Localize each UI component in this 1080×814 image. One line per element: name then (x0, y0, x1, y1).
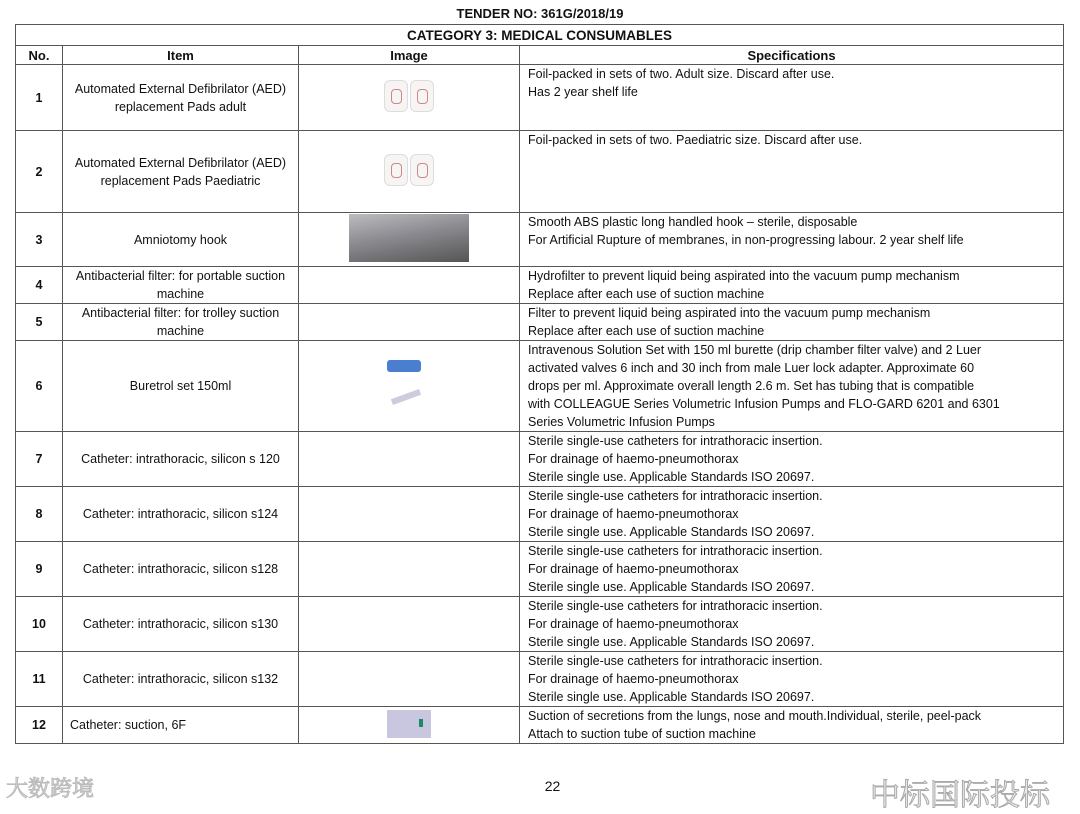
spec-line: Has 2 year shelf life (528, 85, 638, 99)
spec-line: Replace after each use of suction machine (528, 287, 765, 301)
spec-line: Smooth ABS plastic long handled hook – sterile, disposable (528, 215, 858, 229)
table-row (16, 341, 1064, 432)
category-title: CATEGORY 3: MEDICAL CONSUMABLES (16, 25, 1064, 46)
row-number: 5 (16, 304, 63, 341)
specifications (520, 304, 1064, 341)
item-name: Catheter: suction, 6F (63, 707, 299, 744)
item-image-cell (299, 432, 520, 487)
page-number: 22 (544, 778, 561, 794)
table-row (16, 597, 1064, 652)
specifications (520, 597, 1064, 652)
spec-line: Attach to suction tube of suction machine (528, 727, 756, 741)
spec-line: Sterile single-use catheters for intrathoracic insertion. (528, 489, 823, 503)
aed-pads-image (384, 154, 434, 186)
spec-line: For drainage of haemo-pneumothorax (528, 617, 739, 631)
spec-line: Replace after each use of suction machine (528, 324, 765, 338)
row-number: 10 (16, 597, 63, 652)
specifications (520, 432, 1064, 487)
item-image-cell (299, 341, 520, 432)
specifications (520, 65, 1064, 131)
item-image-cell (299, 597, 520, 652)
table-row (16, 131, 1064, 213)
item-image-cell (299, 487, 520, 542)
item-image-cell (299, 652, 520, 707)
item-name: Antibacterial filter: for portable suction machine (63, 267, 299, 304)
header-spec: Specifications (520, 46, 1064, 65)
row-number: 1 (16, 65, 63, 131)
spec-line: Sterile single-use catheters for intrathoracic insertion. (528, 544, 823, 558)
spec-line: Sterile single-use catheters for intrathoracic insertion. (528, 599, 823, 613)
spec-line: For Artificial Rupture of membranes, in non-progressing labour. 2 year shelf life (528, 233, 964, 247)
row-number: 7 (16, 432, 63, 487)
tender-number: TENDER NO: 361G/2018/19 (456, 6, 624, 21)
consumables-table (15, 24, 1064, 744)
amniotomy-hook-image (349, 214, 469, 262)
item-image-cell (299, 213, 520, 267)
spec-line: Sterile single-use catheters for intrathoracic insertion. (528, 654, 823, 668)
spec-line: Sterile single use. Applicable Standards ISO 20697. (528, 470, 815, 484)
spec-line: Hydrofilter to prevent liquid being aspirated into the vacuum pump mechanism (528, 269, 960, 283)
item-image-cell (299, 304, 520, 341)
item-name: Catheter: intrathoracic, silicon s132 (63, 652, 299, 707)
table-row (16, 707, 1064, 744)
spec-line: Sterile single use. Applicable Standards ISO 20697. (528, 580, 815, 594)
table-row (16, 432, 1064, 487)
table-row (16, 267, 1064, 304)
row-number: 3 (16, 213, 63, 267)
spec-line: Sterile single-use catheters for intrathoracic insertion. (528, 434, 823, 448)
row-number: 9 (16, 542, 63, 597)
specifications (520, 487, 1064, 542)
spec-line: Foil-packed in sets of two. Adult size. Discard after use. (528, 67, 835, 81)
item-image-cell (299, 707, 520, 744)
spec-line: Series Volumetric Infusion Pumps (528, 415, 715, 429)
table-row (16, 65, 1064, 131)
header-image: Image (299, 46, 520, 65)
specifications (520, 267, 1064, 304)
item-image-cell (299, 65, 520, 131)
spec-line: with COLLEAGUE Series Volumetric Infusion Pumps and FLO-GARD 6201 and 6301 (528, 397, 1000, 411)
row-number: 4 (16, 267, 63, 304)
spec-line: Suction of secretions from the lungs, nose and mouth.Individual, sterile, peel-pack (528, 709, 982, 723)
watermark-left: 大数跨境 (6, 776, 95, 801)
item-name: Amniotomy hook (63, 213, 299, 267)
spec-line: Sterile single use. Applicable Standards ISO 20697. (528, 690, 815, 704)
table-row (16, 487, 1064, 542)
spec-line: drops per ml. Approximate overall length 2.6 m. Set has tubing that is compatible (528, 379, 975, 393)
spec-line: For drainage of haemo-pneumothorax (528, 452, 739, 466)
item-image-cell (299, 267, 520, 304)
item-name: Catheter: intrathoracic, silicon s124 (63, 487, 299, 542)
item-image-cell (299, 131, 520, 213)
item-name: Antibacterial filter: for trolley suction machine (63, 304, 299, 341)
row-number: 2 (16, 131, 63, 213)
header-item: Item (63, 46, 299, 65)
specifications (520, 341, 1064, 432)
specifications (520, 542, 1064, 597)
buretrol-set-image (379, 356, 439, 414)
item-name: Catheter: intrathoracic, silicon s 120 (63, 432, 299, 487)
spec-line: Sterile single use. Applicable Standards ISO 20697. (528, 635, 815, 649)
item-name: Catheter: intrathoracic, silicon s130 (63, 597, 299, 652)
table-row (16, 304, 1064, 341)
table-row (16, 652, 1064, 707)
item-name: Buretrol set 150ml (63, 341, 299, 432)
spec-line: Intravenous Solution Set with 150 ml burette (drip chamber filter valve) and 2 Luer (528, 343, 982, 357)
header-no: No. (16, 46, 63, 65)
aed-pads-image (384, 80, 434, 112)
suction-catheter-image (387, 710, 431, 738)
spec-line: For drainage of haemo-pneumothorax (528, 562, 739, 576)
row-number: 8 (16, 487, 63, 542)
spec-line: For drainage of haemo-pneumothorax (528, 507, 739, 521)
table-row (16, 542, 1064, 597)
item-name: Automated External Defibrilator (AED) replacement Pads Paediatric (63, 131, 299, 213)
spec-line: activated valves 6 inch and 30 inch from male Luer lock adapter. Approximate 60 (528, 361, 975, 375)
row-number: 6 (16, 341, 63, 432)
item-name: Catheter: intrathoracic, silicon s128 (63, 542, 299, 597)
spec-line: For drainage of haemo-pneumothorax (528, 672, 739, 686)
specifications (520, 131, 1064, 213)
row-number: 12 (16, 707, 63, 744)
specifications (520, 707, 1064, 744)
watermark-right: 中标国际投标 (870, 779, 1050, 812)
item-image-cell (299, 542, 520, 597)
spec-line: Sterile single use. Applicable Standards ISO 20697. (528, 525, 815, 539)
spec-line: Foil-packed in sets of two. Paediatric size. Discard after use. (528, 133, 863, 147)
table-row (16, 213, 1064, 267)
spec-line: Filter to prevent liquid being aspirated into the vacuum pump mechanism (528, 306, 931, 320)
item-name: Automated External Defibrilator (AED) replacement Pads adult (63, 65, 299, 131)
specifications (520, 213, 1064, 267)
specifications (520, 652, 1064, 707)
row-number: 11 (16, 652, 63, 707)
